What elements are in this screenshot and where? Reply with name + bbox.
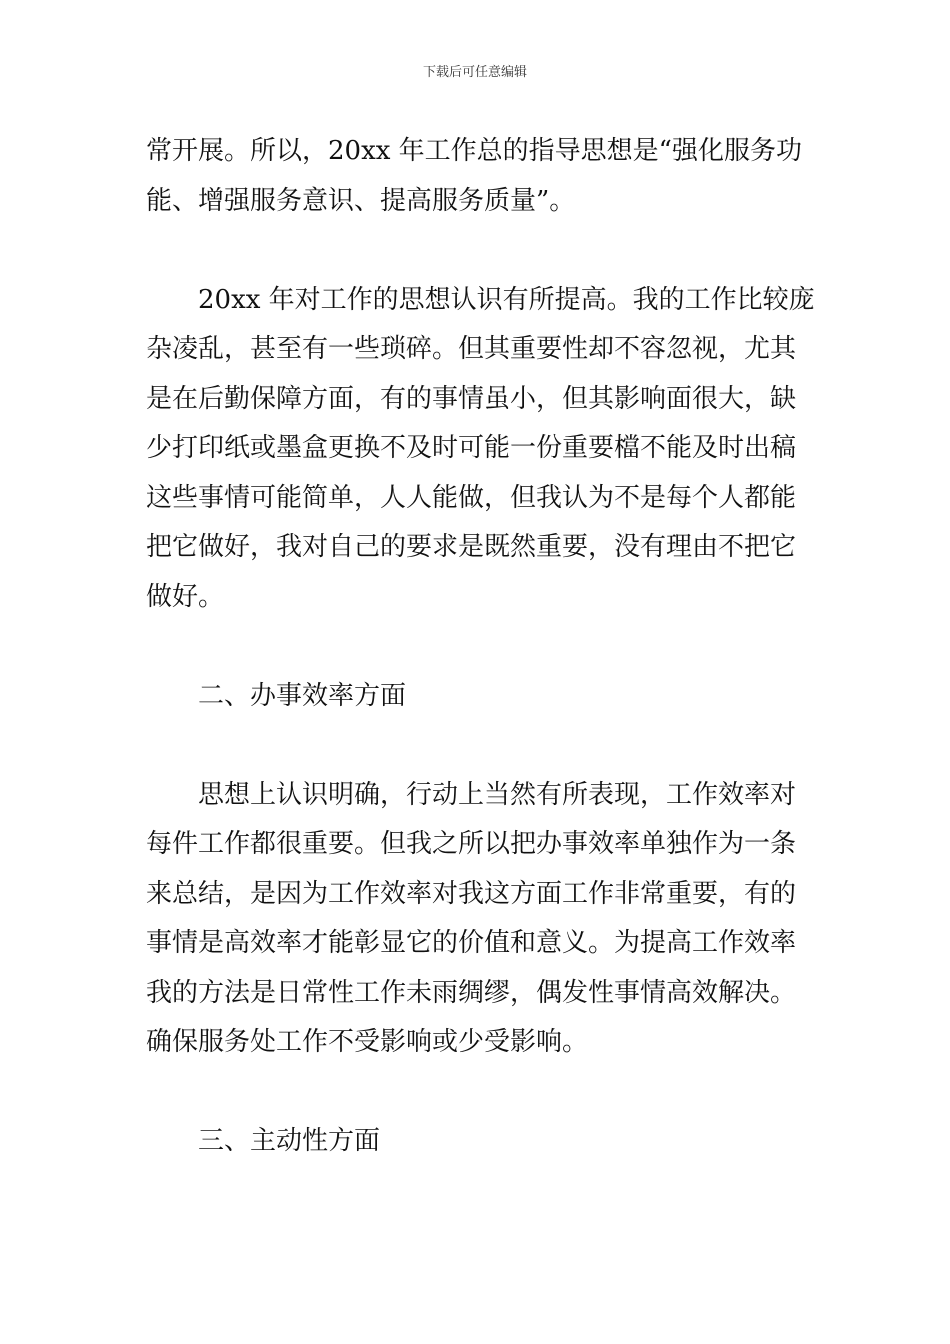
section-heading-text: 三、主动性方面 [198,1126,381,1156]
text-line: 确保服务处工作不受影响或少受影响。 [146,1027,589,1057]
paragraph [146,771,808,1068]
paragraph [146,276,815,623]
text-line: 思想上认识明确，行动上当然有所表现，工作效率对 [198,779,797,810]
paragraph-gap [146,721,808,771]
section-heading-text: 二、办事效率方面 [198,680,407,711]
section-heading [146,1117,808,1167]
text-line: 我的方法是日常性工作未雨绸缪，偶发性事情高效解决。 [146,977,797,1008]
text-line: 这些事情可能简单，人人能做，但我认为不是每个人都能 [146,482,797,513]
text-line: 少打印纸或墨盒更换不及时可能一份重要檔不能及时出稿 [146,433,797,463]
paragraph [146,127,808,226]
text-line: 把它做好，我对自己的要求是既然重要，没有理由不把它 [146,532,797,562]
text-line: 能、增强服务意识、提高服务质量”。 [146,185,576,216]
text-line: 做好。 [146,581,225,612]
text-line: 20xx 年对工作的思想认识有所提高。我的工作比较庞 [198,284,815,315]
text-line: 每件工作都很重要。但我之所以把办事效率单独作为一条 [146,829,797,859]
page-header: 下载后可任意编辑 [422,65,527,80]
document-body [146,127,815,1167]
text-line: 来总结，是因为工作效率对我这方面工作非常重要，有的 [146,878,797,909]
text-line: 常开展。所以，20xx 年工作总的指导思想是“强化服务功 [146,136,802,166]
text-line: 事情是高效率才能彰显它的价值和意义。为提高工作效率 [146,928,797,958]
text-line: 杂凌乱，甚至有一些琐碎。但其重要性却不容忽视，尤其 [146,334,797,364]
paragraph-gap [146,226,808,276]
section-heading [146,672,808,722]
paragraph-gap [146,622,808,672]
paragraph-gap [146,1068,808,1118]
text-line: 是在后勤保障方面，有的事情虽小，但其影响面很大，缺 [146,383,797,414]
